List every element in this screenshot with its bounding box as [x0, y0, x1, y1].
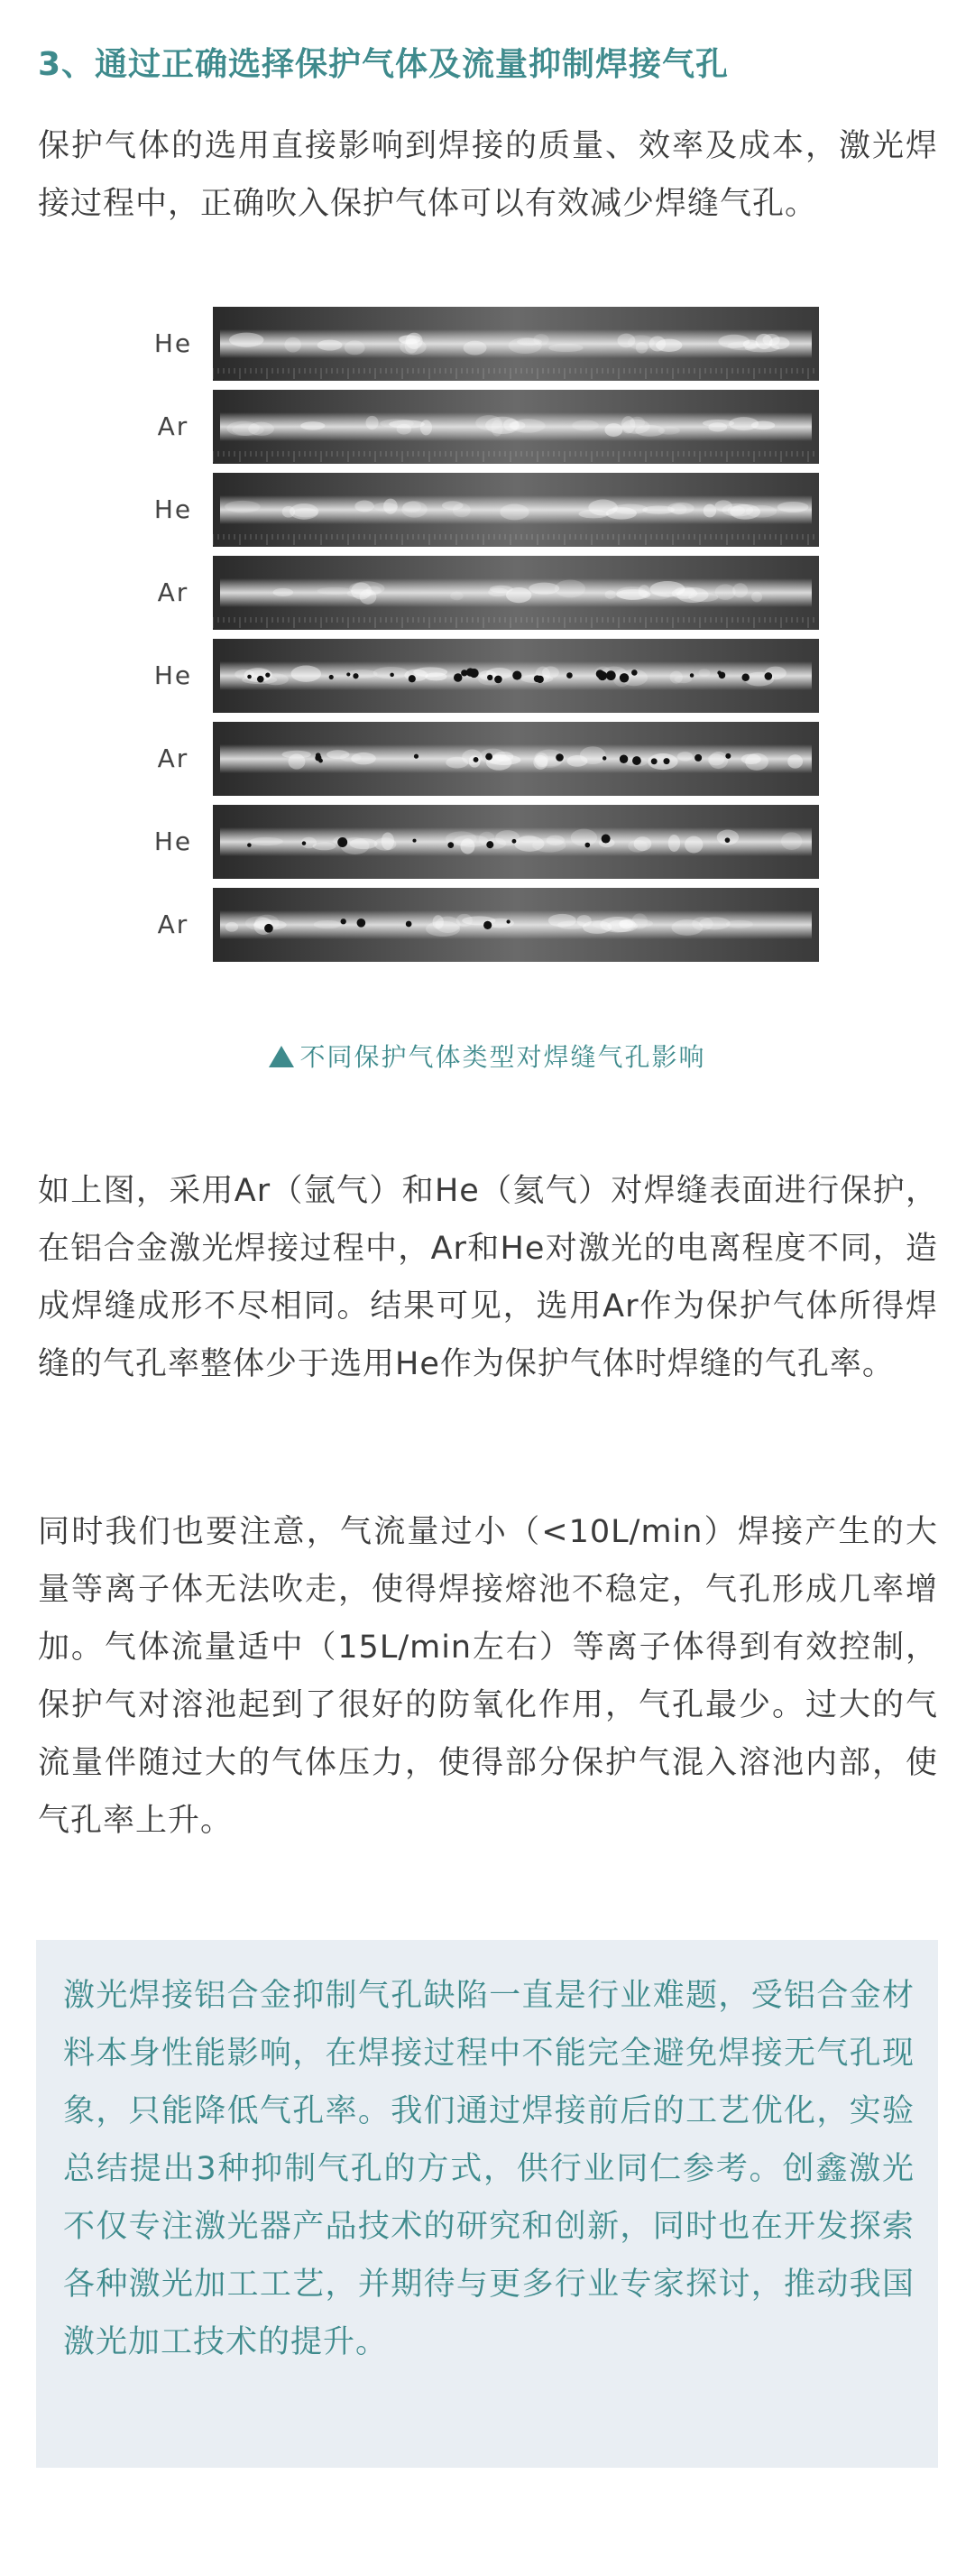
- bead-ripple: [777, 502, 809, 512]
- bead-ripple: [232, 423, 264, 436]
- bead-ripple: [656, 339, 682, 352]
- bead-ripple: [658, 427, 680, 435]
- weld-pore: [264, 924, 273, 933]
- bead-ripple: [616, 586, 648, 600]
- bead-ripple: [756, 334, 773, 349]
- figure-caption-text: 不同保护气体类型对焊缝气孔影响: [299, 1042, 706, 1072]
- gas-label: Ar: [157, 577, 189, 607]
- weld-pore: [412, 839, 416, 843]
- body-paragraph-1: 如上图，采用Ar（氩气）和He（氦气）对焊缝表面进行保护，在铝合金激光焊接过程中，Ar和He对激光的电离程度不同，造成焊缝成形不尽相同。结果可见，选用Ar作为保护气体所得焊缝的气孔率整体少于选用He作为保护气体时焊缝的气孔率。: [38, 1173, 938, 1382]
- weld-pore: [315, 754, 321, 761]
- bead-ripple: [685, 836, 703, 854]
- weld-pore: [694, 754, 702, 762]
- bead-ripple: [548, 914, 576, 928]
- bead-ripple: [229, 333, 263, 347]
- bead-ripple: [345, 340, 365, 355]
- bead-ripple: [729, 417, 759, 430]
- bead-ripple: [442, 501, 464, 510]
- bead-ripple: [580, 746, 606, 764]
- weld-pore: [485, 753, 492, 761]
- figure-caption: [0, 1039, 975, 1076]
- weld-pore: [512, 670, 521, 679]
- weld-pore: [469, 669, 478, 678]
- weld-image: [213, 888, 819, 962]
- weld-pore: [620, 755, 628, 763]
- weld-pore: [265, 672, 270, 677]
- bead-ripple: [718, 335, 750, 348]
- weld-pore: [409, 675, 416, 682]
- weld-pore: [719, 672, 725, 679]
- triangle-up-icon: [269, 1046, 294, 1067]
- weld-pore: [474, 757, 479, 762]
- weld-pore: [741, 673, 749, 680]
- weld-pore: [566, 672, 573, 679]
- bead-ripple: [366, 586, 382, 596]
- bead-ripple: [492, 420, 503, 437]
- bead-ripple: [588, 500, 617, 516]
- weld-pore: [353, 673, 358, 679]
- bead-ripple: [572, 420, 599, 431]
- summary-text: 激光焊接铝合金抑制气孔缺陷一直是行业难题，受铝合金材料本身性能影响，在焊接过程中不能完全避免焊接无气孔现象，只能降低气孔率。我们通过焊接前后的工艺优化，实验总结提出3种抑制气孔的方式，供行业同仁参考。创鑫激光不仅专注激光器产品技术的研究和创新，同时也在开发探索各种激光加工工艺，并期待与更多行业专家探讨，推动我国激光加工技术的提升。: [63, 1978, 915, 2360]
- section-title: 3、通过正确选择保护气体及流量抑制焊接气孔: [38, 46, 730, 83]
- body-paragraph-2: 同时我们也要注意，气流量过小（<10L/min）焊接产生的大量等离子体无法吹走，使得焊接熔池不稳定，气孔形成几率增加。气体流量适中（15L/min左右）等离子体得到有效控制，保护气对溶池起到了很好的防氧化作用，气孔最少。过大的气流量伴随过大的气体压力，使得部分保护气混入溶池内部，使气孔率上升。: [38, 1514, 938, 1839]
- bead-ripple: [500, 504, 529, 521]
- bead-ripple: [547, 836, 565, 845]
- weld-pore: [357, 919, 366, 928]
- weld-pore: [690, 673, 694, 678]
- bead-ripple: [677, 752, 693, 761]
- weld-pore: [725, 837, 731, 843]
- weld-pore: [302, 841, 307, 845]
- weld-pore: [390, 673, 394, 678]
- gas-label: He: [153, 826, 193, 856]
- weld-image: [213, 390, 819, 464]
- weld-pore: [406, 921, 412, 928]
- weld-pore: [483, 921, 492, 929]
- bead-ripple: [746, 505, 777, 518]
- bead-ripple: [365, 416, 378, 429]
- weld-pore: [651, 758, 658, 764]
- bead-ripple: [273, 588, 294, 596]
- bead-ripple: [404, 669, 428, 681]
- bead-ripple: [732, 583, 748, 597]
- summary-callout: [36, 1940, 938, 2468]
- bead-ripple: [506, 587, 531, 603]
- bead-ripple: [717, 830, 739, 845]
- bead-ripple: [300, 421, 325, 429]
- bead-ripple: [373, 503, 398, 512]
- bead-ripple: [704, 504, 716, 518]
- weld-row: [0, 307, 975, 381]
- bead-ripple: [225, 501, 261, 512]
- weld-pore: [536, 676, 543, 683]
- weld-row: [0, 556, 975, 630]
- weld-pore: [765, 672, 773, 680]
- bead-ripple: [510, 419, 546, 432]
- weld-pore: [329, 675, 334, 679]
- bead-ripple: [285, 337, 301, 353]
- bead-ripple: [628, 840, 648, 853]
- bead-ripple: [250, 837, 283, 845]
- weld-pore: [602, 756, 606, 760]
- weld-pore: [494, 676, 502, 684]
- weld-pore: [556, 753, 564, 762]
- bead-ripple: [618, 334, 636, 348]
- weld-row: [0, 473, 975, 547]
- bead-ripple: [622, 420, 650, 434]
- weld-pore: [606, 670, 616, 680]
- bead-ripple: [400, 336, 418, 345]
- weld-image: [213, 805, 819, 879]
- bead-ripple: [751, 592, 762, 603]
- weld-pore: [341, 919, 346, 924]
- bead-ripple: [577, 915, 592, 927]
- weld-pore: [631, 669, 638, 676]
- bead-ripple: [675, 676, 692, 683]
- weld-pore: [584, 843, 590, 848]
- bead-ripple: [317, 340, 343, 351]
- bead-ripple: [464, 341, 487, 355]
- weld-pore: [486, 841, 493, 848]
- weld-pore: [346, 672, 350, 676]
- weld-image: [213, 556, 819, 630]
- bead-ripple: [699, 917, 730, 929]
- bead-ripple: [374, 837, 397, 850]
- weld-row: [0, 805, 975, 879]
- intro-paragraph: 保护气体的选用直接影响到焊接的质量、效率及成本，激光焊接过程中，正确吹入保护气体可以有效减少焊缝气孔。: [38, 128, 938, 222]
- gas-label: He: [153, 328, 193, 358]
- bead-ripple: [787, 754, 803, 768]
- bead-ripple: [604, 423, 622, 437]
- weld-pore: [487, 675, 492, 680]
- weld-pore: [596, 669, 604, 678]
- weld-image: [213, 639, 819, 713]
- bead-ripple: [433, 915, 444, 928]
- weld-pore: [602, 835, 611, 844]
- bead-ripple: [225, 922, 238, 932]
- bead-ripple: [533, 755, 547, 770]
- bead-ripple: [555, 579, 585, 597]
- weld-row: [0, 390, 975, 464]
- bead-ripple: [698, 669, 710, 677]
- bead-ripple: [571, 829, 597, 846]
- bead-ripple: [291, 666, 321, 682]
- weld-pore: [506, 919, 510, 923]
- bead-ripple: [288, 754, 305, 770]
- bead-ripple: [667, 503, 694, 514]
- bead-ripple: [605, 590, 616, 599]
- bead-ripple: [488, 588, 509, 597]
- gas-label: Ar: [157, 411, 189, 441]
- bead-ripple: [312, 842, 336, 850]
- bead-ripple: [708, 753, 725, 765]
- bead-ripple: [548, 344, 584, 352]
- bead-ripple: [402, 501, 421, 512]
- bead-ripple: [727, 506, 745, 516]
- weld-pore: [247, 675, 252, 679]
- weld-pore: [257, 676, 264, 683]
- bead-ripple: [726, 920, 753, 928]
- bead-ripple: [282, 506, 295, 518]
- bead-ripple: [425, 672, 446, 680]
- weld-pore: [247, 843, 252, 847]
- gas-label: He: [153, 494, 193, 524]
- weld-pore: [663, 758, 669, 764]
- bead-ripple: [781, 832, 802, 850]
- weld-comparison-figure: [0, 298, 975, 1020]
- weld-pore: [337, 837, 347, 847]
- weld-pore: [725, 753, 731, 759]
- weld-pore: [512, 839, 517, 844]
- weld-image: [213, 473, 819, 547]
- bead-ripple: [676, 587, 708, 603]
- weld-pore: [620, 673, 629, 682]
- bead-ripple: [509, 337, 542, 354]
- bead-ripple: [373, 667, 409, 679]
- bead-ripple: [450, 592, 464, 601]
- bead-ripple: [314, 920, 342, 928]
- weld-image: [213, 307, 819, 381]
- bead-ripple: [745, 753, 768, 771]
- weld-row: [0, 722, 975, 796]
- bead-ripple: [636, 342, 648, 354]
- weld-pore: [632, 756, 641, 765]
- bead-ripple: [454, 835, 489, 846]
- gas-label: Ar: [157, 909, 189, 939]
- weld-pore: [414, 754, 419, 759]
- bead-ripple: [668, 835, 680, 852]
- bead-ripple: [354, 501, 373, 512]
- bead-ripple: [380, 419, 414, 428]
- gas-label: Ar: [157, 743, 189, 773]
- weld-pore: [454, 673, 462, 681]
- weld-row: [0, 639, 975, 713]
- bead-ripple: [631, 913, 648, 929]
- weld-pore: [447, 842, 454, 848]
- gas-label: He: [153, 660, 193, 690]
- bead-ripple: [456, 914, 473, 927]
- bead-ripple: [340, 753, 362, 762]
- bead-ripple: [346, 669, 377, 679]
- weld-row: [0, 888, 975, 962]
- bead-ripple: [612, 504, 648, 514]
- bead-ripple: [671, 919, 703, 936]
- weld-image: [213, 722, 819, 796]
- bead-ripple: [514, 836, 544, 852]
